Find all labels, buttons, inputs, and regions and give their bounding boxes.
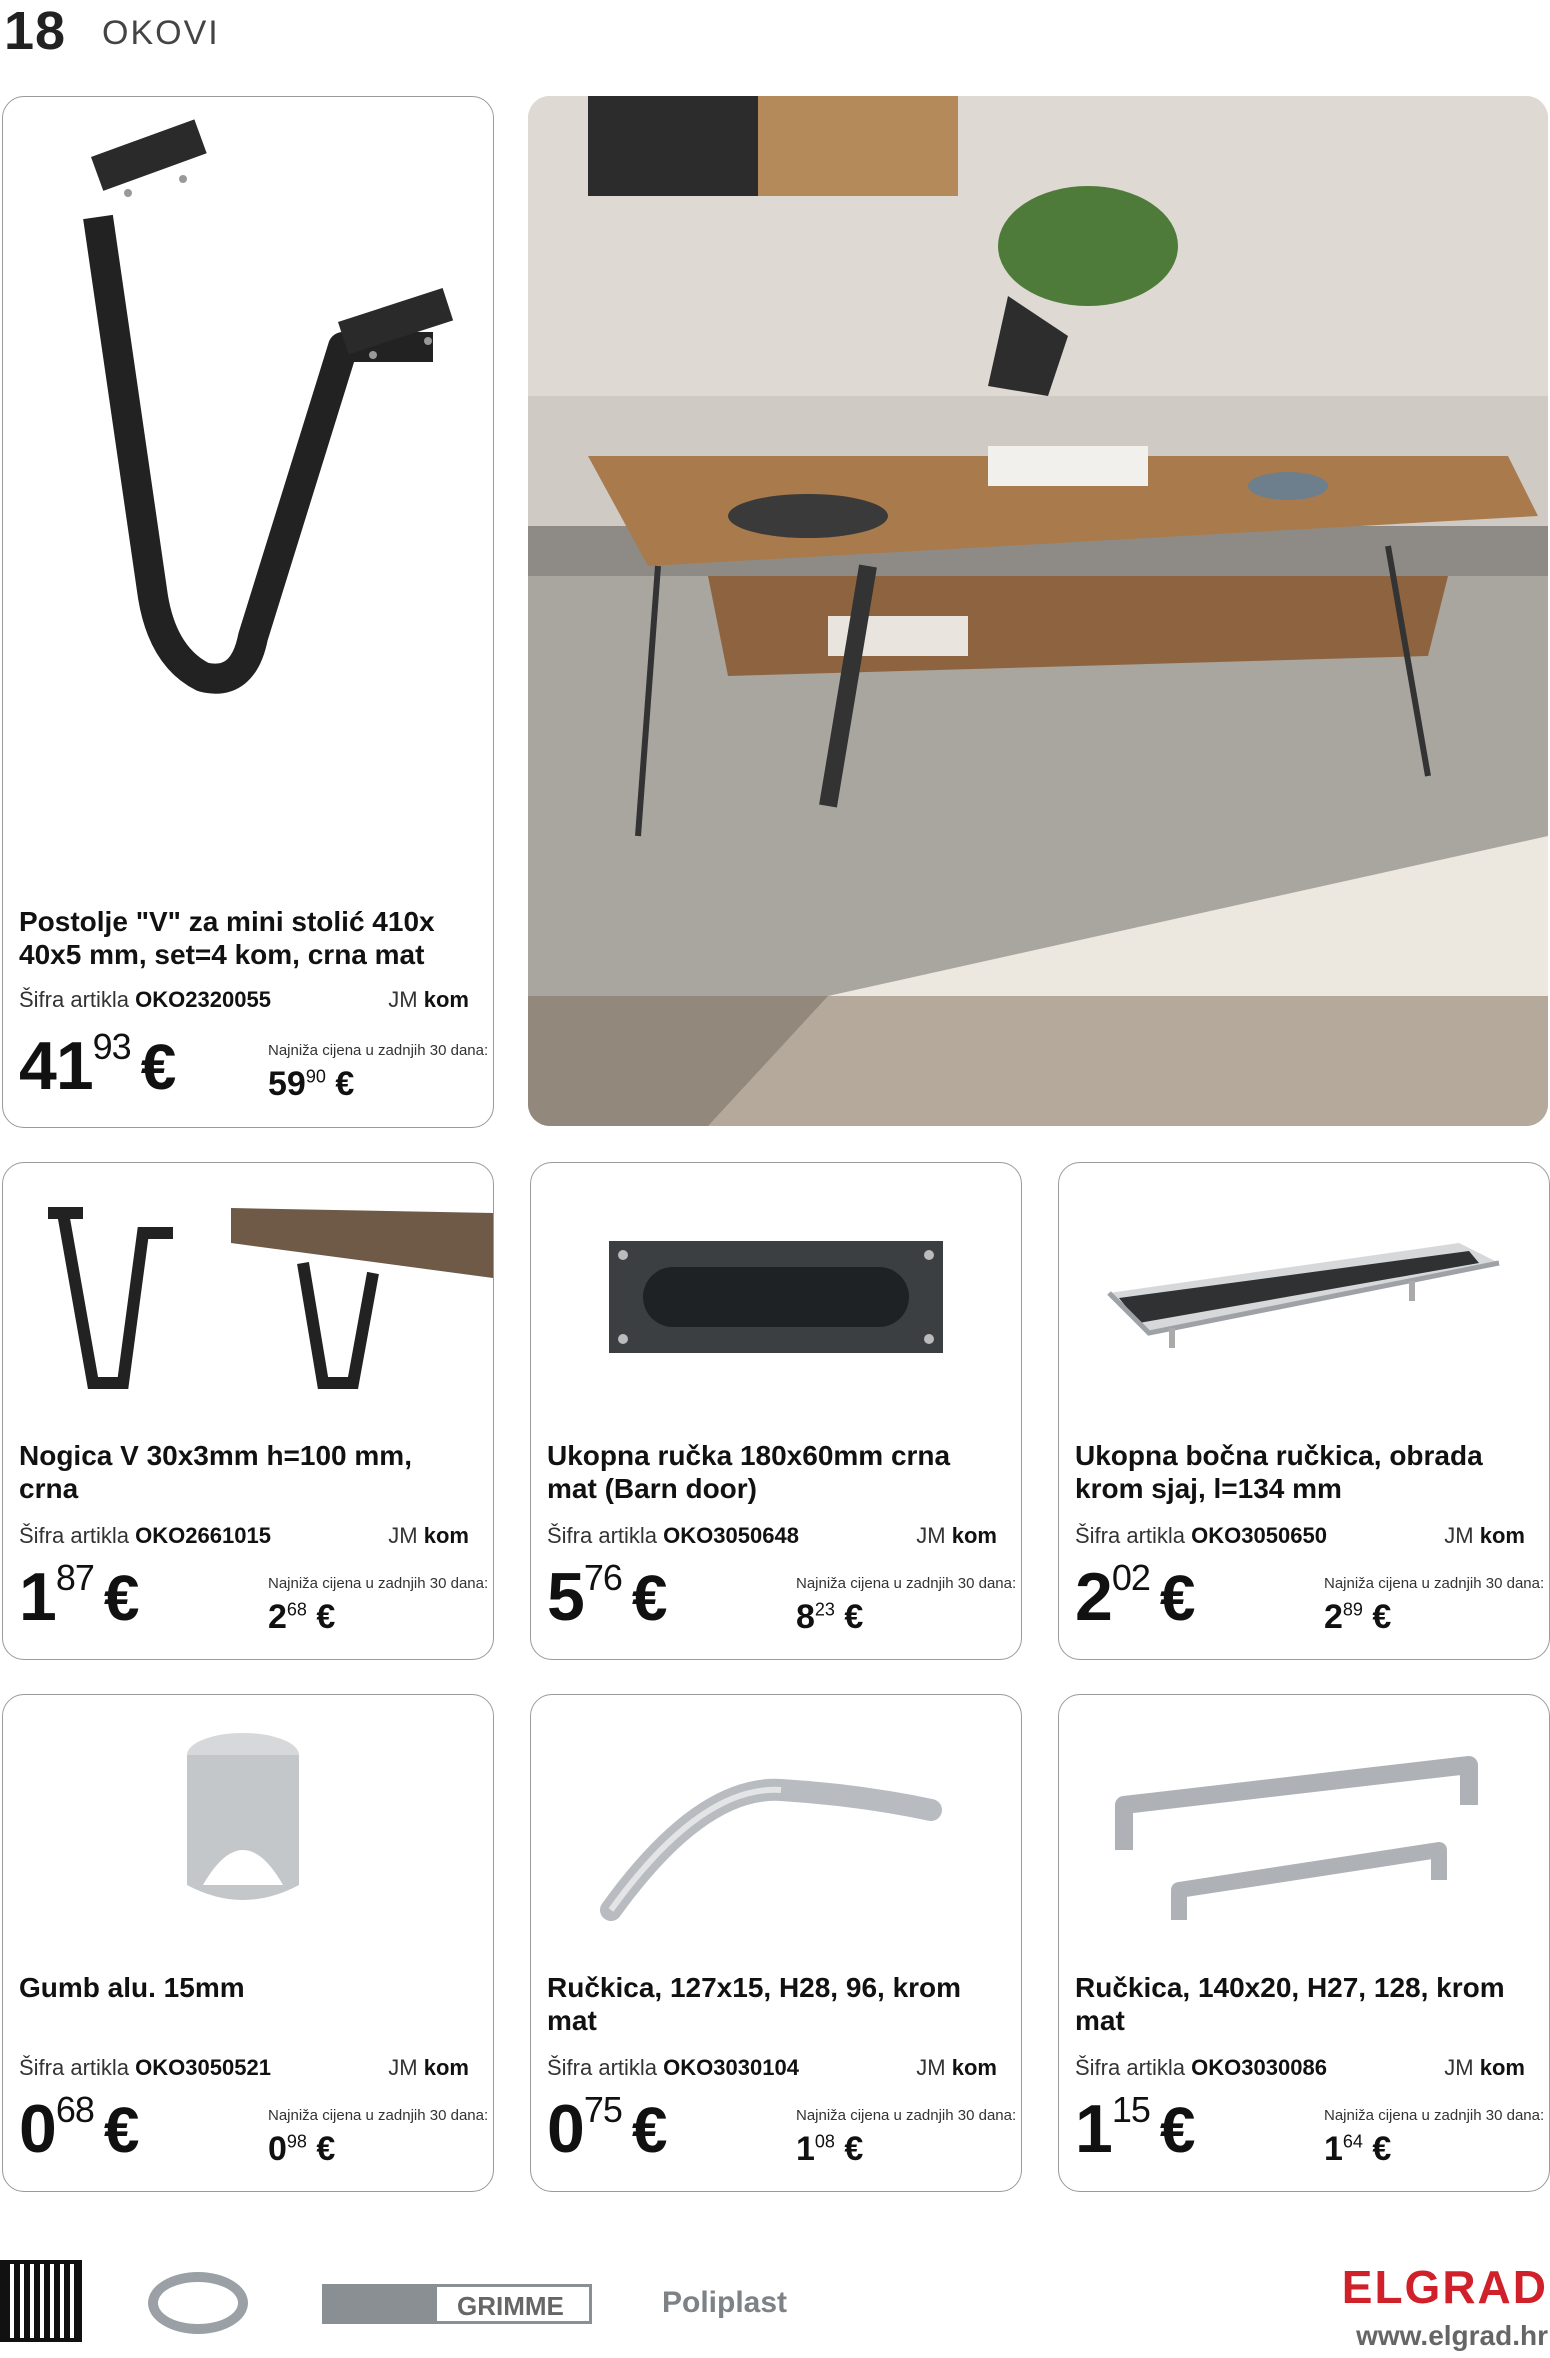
- price-dec: 76: [583, 1557, 622, 1599]
- product-title: Ukopna bočna ručkica, obrada krom sjaj, l=134 mm: [1075, 1440, 1483, 1504]
- product-code-row: [19, 987, 469, 1013]
- section-title: OKOVI: [102, 14, 220, 52]
- product-code-row: [1075, 1523, 1525, 1549]
- living-room-photo: [528, 96, 1548, 1126]
- poliplast-logo: Poliplast: [662, 2286, 788, 2319]
- price-currency: €: [140, 1031, 176, 1103]
- price-currency: €: [631, 2094, 667, 2166]
- price-dec: 15: [1111, 2089, 1150, 2131]
- unit-value: kom: [1479, 1523, 1525, 1548]
- code-label: Šifra artikla: [547, 2055, 658, 2080]
- lowest-value: [796, 2130, 1016, 2169]
- lowest-int: 59: [268, 1065, 306, 1103]
- product-code-row: [547, 2055, 997, 2081]
- product-title: Nogica V 30x3mm h=100 mm, crna: [19, 1440, 412, 1504]
- lowest-value: [1324, 2130, 1544, 2169]
- product-code-row: [547, 1523, 997, 1549]
- grimme-mark-icon: [325, 2287, 437, 2321]
- code-label: Šifra artikla: [19, 1523, 130, 1548]
- price-currency: €: [631, 1562, 667, 1634]
- lowest-int: 8: [796, 1598, 815, 1636]
- price-int: 41: [19, 1028, 93, 1104]
- price-dec: 75: [583, 2089, 622, 2131]
- unit-group: [388, 987, 469, 1013]
- product-code: OKO2661015: [135, 1523, 271, 1548]
- lowest-value: [268, 1065, 488, 1104]
- product-code: OKO3030104: [663, 2055, 799, 2080]
- website-url[interactable]: www.elgrad.hr: [1356, 2320, 1548, 2351]
- lowest-dec: 90: [305, 1066, 326, 1087]
- price: [1075, 1558, 1194, 1636]
- lowest-currency: €: [1372, 1598, 1392, 1636]
- lowest-price: [1324, 1575, 1544, 1637]
- lowest-dec: 89: [1342, 1599, 1363, 1620]
- product-code: OKO3050648: [663, 1523, 799, 1548]
- jm-label: JM: [1444, 1523, 1474, 1548]
- grimme-logo: [322, 2284, 592, 2324]
- lowest-price: [268, 1042, 488, 1104]
- price-int: 2: [1075, 1559, 1112, 1635]
- code-label: Šifra artikla: [19, 2055, 130, 2080]
- price: [19, 1558, 138, 1636]
- product-title: Postolje "V" za mini stolić 410x 40x5 mm, set=4 kom, crna mat: [19, 906, 435, 970]
- lowest-label: Najniža cijena u zadnjih 30 dana:: [268, 1042, 489, 1059]
- v-table-leg-image: [3, 97, 493, 897]
- product-title: Ručkica, 140x20, H27, 128, krom mat: [1075, 1972, 1505, 2036]
- code-label: Šifra artikla: [1075, 2055, 1186, 2080]
- price-dec: 87: [55, 1557, 94, 1599]
- unit-value: kom: [951, 2055, 997, 2080]
- lowest-int: 2: [268, 1598, 287, 1636]
- jm-label: JM: [1444, 2055, 1474, 2080]
- code-label: Šifra artikla: [1075, 1523, 1186, 1548]
- lowest-currency: €: [316, 1598, 336, 1636]
- lowest-dec: 98: [286, 2131, 307, 2152]
- lowest-dec: 64: [1342, 2131, 1363, 2152]
- price-int: 0: [19, 2091, 56, 2167]
- v-leg-image: [3, 1163, 493, 1423]
- lowest-price: [796, 1575, 1016, 1637]
- lowest-value: [268, 1598, 488, 1637]
- price-int: 1: [1075, 2091, 1112, 2167]
- jm-label: JM: [388, 987, 418, 1012]
- lowest-price: [268, 1575, 488, 1637]
- product-code: OKO2320055: [135, 987, 271, 1012]
- unit-group: [1444, 2055, 1525, 2081]
- price: [19, 2090, 138, 2168]
- product-card-1[interactable]: [2, 96, 494, 1128]
- unit-group: [916, 2055, 997, 2081]
- price-currency: €: [1159, 1562, 1195, 1634]
- product-title: Ručkica, 127x15, H28, 96, krom mat: [547, 1972, 962, 2036]
- unit-value: kom: [951, 1523, 997, 1548]
- product-code-row: [19, 1523, 469, 1549]
- price: [1075, 2090, 1194, 2168]
- lowest-currency: €: [844, 2130, 864, 2168]
- jm-label: JM: [916, 2055, 946, 2080]
- jm-label: JM: [388, 2055, 418, 2080]
- product-card-6[interactable]: [530, 1694, 1022, 2192]
- lowest-label: Najniža cijena u zadnjih 30 dana:: [1324, 1575, 1545, 1592]
- product-card-3[interactable]: [530, 1162, 1022, 1660]
- product-code-row: [1075, 2055, 1525, 2081]
- unit-value: kom: [1479, 2055, 1525, 2080]
- product-title: Ukopna ručka 180x60mm crna mat (Barn door): [547, 1440, 951, 1504]
- lowest-label: Najniža cijena u zadnjih 30 dana:: [796, 2107, 1017, 2124]
- unit-group: [388, 2055, 469, 2081]
- lowest-value: [268, 2130, 488, 2169]
- unit-group: [1444, 1523, 1525, 1549]
- price: [19, 1027, 175, 1105]
- product-card-2[interactable]: [2, 1162, 494, 1660]
- lowest-currency: €: [1372, 2130, 1392, 2168]
- price: [547, 1558, 666, 1636]
- price: [547, 2090, 666, 2168]
- jm-label: JM: [916, 1523, 946, 1548]
- price-dec: 68: [55, 2089, 94, 2131]
- footer: [0, 2250, 1550, 2358]
- side-handle-image: [1059, 1163, 1549, 1423]
- lowest-int: 1: [796, 2130, 815, 2168]
- product-code-row: [19, 2055, 469, 2081]
- lowest-dec: 23: [814, 1599, 835, 1620]
- knob-image: [3, 1695, 493, 1955]
- price-currency: €: [103, 1562, 139, 1634]
- price-int: 1: [19, 1559, 56, 1635]
- lowest-currency: €: [335, 1065, 355, 1103]
- code-label: Šifra artikla: [19, 987, 130, 1012]
- price-currency: €: [1159, 2094, 1195, 2166]
- price-int: 5: [547, 1559, 584, 1635]
- unit-value: kom: [423, 2055, 469, 2080]
- lowest-int: 1: [1324, 2130, 1343, 2168]
- code-label: Šifra artikla: [547, 1523, 658, 1548]
- price-currency: €: [103, 2094, 139, 2166]
- price-int: 0: [547, 2091, 584, 2167]
- lowest-int: 2: [1324, 1598, 1343, 1636]
- lowest-label: Najniža cijena u zadnjih 30 dana:: [1324, 2107, 1545, 2124]
- lowest-currency: €: [844, 1598, 864, 1636]
- lowest-label: Najniža cijena u zadnjih 30 dana:: [796, 1575, 1017, 1592]
- lowest-dec: 68: [286, 1599, 307, 1620]
- product-code: OKO3050521: [135, 2055, 271, 2080]
- product-card-4[interactable]: [1058, 1162, 1550, 1660]
- arched-handle-image: [531, 1695, 1021, 1955]
- product-code: OKO3050650: [1191, 1523, 1327, 1548]
- jm-label: JM: [388, 1523, 418, 1548]
- product-title: Gumb alu. 15mm: [19, 1972, 245, 2003]
- lowest-currency: €: [316, 2130, 336, 2168]
- flush-handle-image: [531, 1163, 1021, 1423]
- lowest-price: [796, 2107, 1016, 2169]
- unit-value: kom: [423, 1523, 469, 1548]
- price-dec: 93: [92, 1026, 131, 1068]
- qr-code-icon[interactable]: [0, 2260, 82, 2342]
- product-card-7[interactable]: [1058, 1694, 1550, 2192]
- lowest-label: Najniža cijena u zadnjih 30 dana:: [268, 1575, 489, 1592]
- lowest-value: [1324, 1598, 1544, 1637]
- lowest-price: [1324, 2107, 1544, 2169]
- grimme-text: GRIMME: [457, 2291, 564, 2321]
- unit-value: kom: [423, 987, 469, 1012]
- product-code: OKO3030086: [1191, 2055, 1327, 2080]
- lowest-price: [268, 2107, 488, 2169]
- page-number: 18: [4, 1, 67, 61]
- elgrad-logo: ELGRAD: [1341, 2261, 1548, 2313]
- unit-group: [388, 1523, 469, 1549]
- lowest-value: [796, 1598, 1016, 1637]
- lowest-label: Najniža cijena u zadnjih 30 dana:: [268, 2107, 489, 2124]
- brand-logo-circle-icon: [148, 2272, 248, 2334]
- price-dec: 02: [1111, 1557, 1150, 1599]
- bar-handles-image: [1059, 1695, 1549, 1955]
- unit-group: [916, 1523, 997, 1549]
- lowest-int: 0: [268, 2130, 287, 2168]
- product-card-5[interactable]: [2, 1694, 494, 2192]
- lowest-dec: 08: [814, 2131, 835, 2152]
